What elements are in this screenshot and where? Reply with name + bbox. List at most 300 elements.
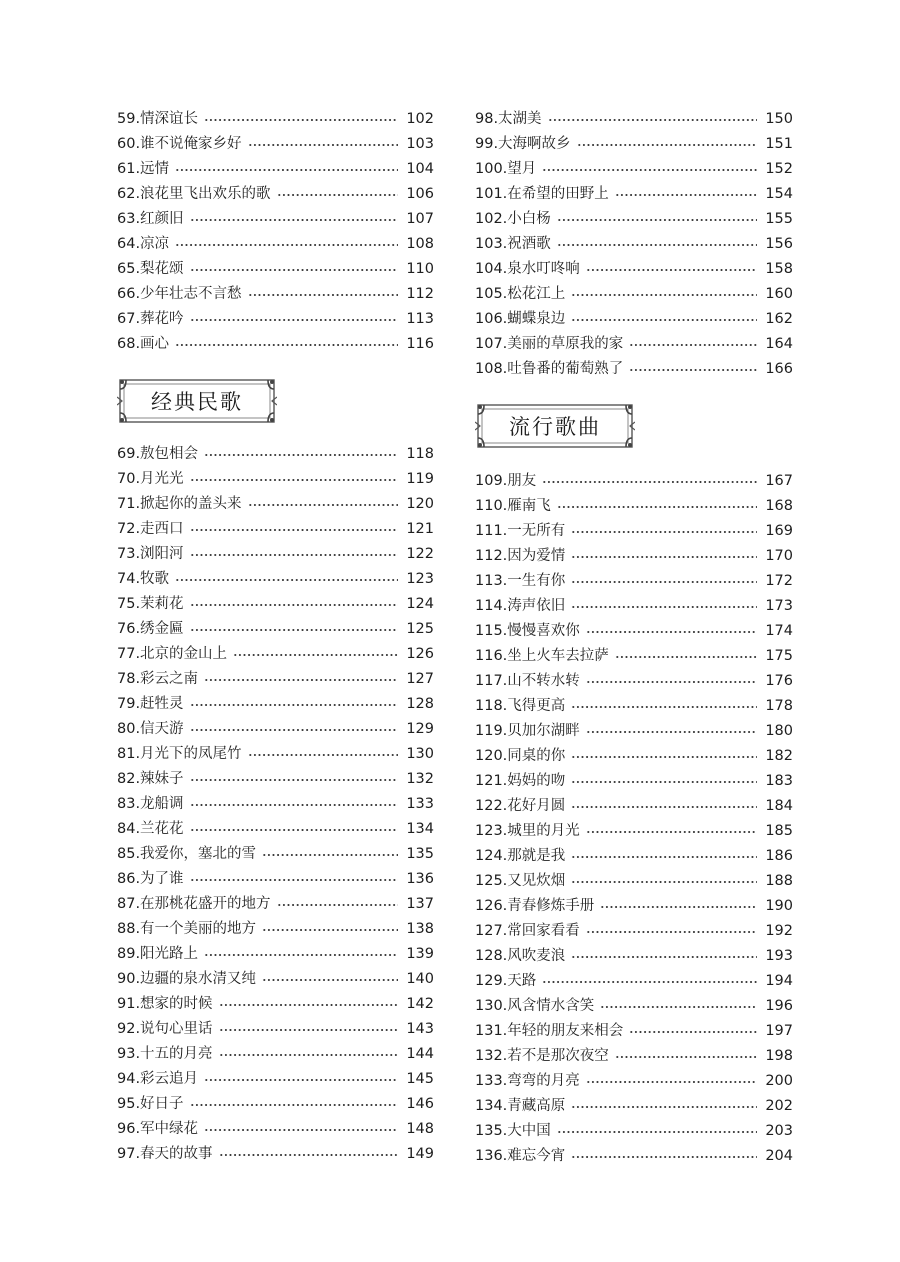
toc-leader-dots bbox=[557, 219, 758, 221]
toc-entry-page: 119 bbox=[406, 471, 434, 487]
toc-entry bbox=[475, 520, 793, 542]
toc-entry bbox=[117, 1143, 434, 1165]
toc-entry bbox=[475, 920, 793, 942]
toc-leader-dots bbox=[571, 956, 757, 958]
toc-entry-page: 121 bbox=[406, 521, 434, 537]
toc-entry bbox=[475, 1095, 793, 1117]
toc-entry-page: 112 bbox=[406, 286, 434, 302]
toc-entry-title: 93.十五的月亮 bbox=[117, 1046, 213, 1062]
toc-entry-page: 194 bbox=[765, 973, 793, 989]
toc-leader-dots bbox=[277, 904, 399, 906]
toc-leader-dots bbox=[615, 194, 758, 196]
toc-entry-page: 202 bbox=[765, 1098, 793, 1114]
toc-entry-title: 127.常回家看看 bbox=[475, 923, 580, 939]
toc-entry-title: 64.凉凉 bbox=[117, 236, 170, 252]
toc-leader-dots bbox=[219, 1004, 399, 1006]
toc-leader-dots bbox=[175, 244, 398, 246]
toc-leader-dots bbox=[571, 856, 757, 858]
toc-entry-title: 94.彩云追月 bbox=[117, 1071, 199, 1087]
toc-entry-page: 140 bbox=[406, 971, 434, 987]
toc-entry bbox=[475, 133, 793, 155]
toc-entry-title: 76.绣金匾 bbox=[117, 621, 184, 637]
toc-leader-dots bbox=[190, 804, 399, 806]
toc-entry bbox=[117, 693, 434, 715]
toc-entry-page: 148 bbox=[406, 1121, 434, 1137]
toc-entry-page: 164 bbox=[765, 336, 793, 352]
toc-leader-dots bbox=[571, 706, 757, 708]
toc-leader-dots bbox=[571, 806, 757, 808]
toc-leader-dots bbox=[571, 319, 757, 321]
toc-entry-title: 65.梨花颂 bbox=[117, 261, 184, 277]
toc-entry-title: 111.一无所有 bbox=[475, 523, 566, 539]
toc-entry bbox=[117, 993, 434, 1015]
toc-entry-title: 135.大中国 bbox=[475, 1123, 551, 1139]
toc-leader-dots bbox=[586, 831, 758, 833]
toc-leader-dots bbox=[577, 144, 758, 146]
toc-entry-page: 130 bbox=[406, 746, 434, 762]
toc-leader-dots bbox=[248, 294, 399, 296]
toc-entry-title: 71.掀起你的盖头来 bbox=[117, 496, 242, 512]
toc-entry-page: 122 bbox=[406, 546, 434, 562]
toc-entry-page: 169 bbox=[765, 523, 793, 539]
toc-entry bbox=[117, 943, 434, 965]
toc-entry bbox=[475, 945, 793, 967]
toc-leader-dots bbox=[262, 854, 398, 856]
toc-entry-page: 132 bbox=[406, 771, 434, 787]
toc-entry bbox=[117, 618, 434, 640]
toc-entry-title: 105.松花江上 bbox=[475, 286, 566, 302]
toc-entry-page: 129 bbox=[406, 721, 434, 737]
toc-entry bbox=[475, 208, 793, 230]
toc-entry-title: 125.又见炊烟 bbox=[475, 873, 566, 889]
toc-entry-page: 174 bbox=[765, 623, 793, 639]
toc-leader-dots bbox=[190, 269, 399, 271]
toc-entry-page: 108 bbox=[406, 236, 434, 252]
toc-entry-title: 88.有一个美丽的地方 bbox=[117, 921, 257, 937]
toc-entry bbox=[117, 643, 434, 665]
toc-entry bbox=[117, 543, 434, 565]
toc-entry-page: 118 bbox=[406, 446, 434, 462]
toc-entry-title: 79.赶牲灵 bbox=[117, 696, 184, 712]
toc-entry-title: 78.彩云之南 bbox=[117, 671, 199, 687]
toc-entry bbox=[117, 468, 434, 490]
toc-entry-page: 125 bbox=[406, 621, 434, 637]
toc-entry-title: 72.走西口 bbox=[117, 521, 184, 537]
toc-entry-title: 97.春天的故事 bbox=[117, 1146, 213, 1162]
toc-entry-page: 193 bbox=[765, 948, 793, 964]
toc-leader-dots bbox=[190, 554, 399, 556]
toc-entry-title: 69.敖包相会 bbox=[117, 446, 199, 462]
toc-entry-page: 170 bbox=[765, 548, 793, 564]
toc-entry-page: 126 bbox=[406, 646, 434, 662]
toc-entry-title: 87.在那桃花盛开的地方 bbox=[117, 896, 271, 912]
toc-entry-title: 115.慢慢喜欢你 bbox=[475, 623, 580, 639]
toc-entry-title: 136.难忘今宵 bbox=[475, 1148, 566, 1164]
toc-entry bbox=[475, 183, 793, 205]
toc-leader-dots bbox=[204, 119, 398, 121]
toc-entry bbox=[475, 720, 793, 742]
toc-entry-title: 81.月光下的凤尾竹 bbox=[117, 746, 242, 762]
toc-entry bbox=[475, 308, 793, 330]
toc-entry-title: 82.辣妹子 bbox=[117, 771, 184, 787]
toc-entry-page: 143 bbox=[406, 1021, 434, 1037]
toc-leader-dots bbox=[233, 654, 398, 656]
toc-entry bbox=[117, 893, 434, 915]
toc-entry bbox=[475, 820, 793, 842]
toc-entry-title: 104.泉水叮咚响 bbox=[475, 261, 580, 277]
toc-entry-page: 168 bbox=[765, 498, 793, 514]
toc-leader-dots bbox=[600, 906, 757, 908]
toc-leader-dots bbox=[175, 169, 398, 171]
toc-leader-dots bbox=[175, 579, 398, 581]
toc-entry-page: 103 bbox=[406, 136, 434, 152]
toc-entry bbox=[475, 620, 793, 642]
toc-entry-page: 142 bbox=[406, 996, 434, 1012]
toc-entry-title: 119.贝加尔湖畔 bbox=[475, 723, 580, 739]
toc-entry bbox=[475, 795, 793, 817]
toc-entry bbox=[117, 133, 434, 155]
toc-leader-dots bbox=[629, 369, 757, 371]
toc-entry-page: 110 bbox=[406, 261, 434, 277]
toc-entry-page: 180 bbox=[765, 723, 793, 739]
toc-leader-dots bbox=[629, 344, 757, 346]
toc-entry-title: 121.妈妈的吻 bbox=[475, 773, 566, 789]
toc-entry-page: 149 bbox=[406, 1146, 434, 1162]
toc-entry bbox=[475, 745, 793, 767]
toc-entry-title: 109.朋友 bbox=[475, 473, 537, 489]
toc-leader-dots bbox=[248, 754, 399, 756]
toc-leader-dots bbox=[571, 881, 757, 883]
toc-entry-title: 60.谁不说俺家乡好 bbox=[117, 136, 242, 152]
section-title: 经典民歌 bbox=[151, 390, 243, 414]
toc-entry bbox=[475, 258, 793, 280]
toc-entry-title: 110.雁南飞 bbox=[475, 498, 551, 514]
toc-entry-page: 186 bbox=[765, 848, 793, 864]
toc-entry-title: 114.涛声依旧 bbox=[475, 598, 566, 614]
toc-entry-page: 203 bbox=[765, 1123, 793, 1139]
toc-entry bbox=[475, 870, 793, 892]
toc-entry-page: 182 bbox=[765, 748, 793, 764]
toc-leader-dots bbox=[204, 679, 398, 681]
toc-entry-page: 135 bbox=[406, 846, 434, 862]
toc-entry-title: 123.城里的月光 bbox=[475, 823, 580, 839]
toc-entry-title: 129.天路 bbox=[475, 973, 537, 989]
toc-entry-page: 137 bbox=[406, 896, 434, 912]
toc-entry-title: 112.因为爱情 bbox=[475, 548, 566, 564]
toc-entry-title: 98.太湖美 bbox=[475, 111, 542, 127]
toc-entry-title: 83.龙船调 bbox=[117, 796, 184, 812]
toc-entry-title: 108.吐鲁番的葡萄熟了 bbox=[475, 361, 624, 377]
toc-leader-dots bbox=[204, 454, 398, 456]
toc-entry-title: 122.花好月圆 bbox=[475, 798, 566, 814]
toc-entry bbox=[117, 108, 434, 130]
toc-entry-page: 134 bbox=[406, 821, 434, 837]
toc-leader-dots bbox=[175, 344, 398, 346]
toc-entry bbox=[475, 358, 793, 380]
toc-entry bbox=[475, 108, 793, 130]
toc-entry-page: 197 bbox=[765, 1023, 793, 1039]
toc-leader-dots bbox=[262, 979, 398, 981]
toc-entry-title: 134.青藏高原 bbox=[475, 1098, 566, 1114]
toc-leader-dots bbox=[571, 531, 757, 533]
toc-entry-page: 151 bbox=[765, 136, 793, 152]
toc-leader-dots bbox=[615, 1056, 758, 1058]
toc-entry-page: 176 bbox=[765, 673, 793, 689]
toc-leader-dots bbox=[586, 1081, 758, 1083]
toc-entry bbox=[475, 1120, 793, 1142]
toc-leader-dots bbox=[248, 504, 399, 506]
toc-leader-dots bbox=[557, 506, 758, 508]
toc-entry bbox=[475, 595, 793, 617]
toc-entry-title: 118.飞得更高 bbox=[475, 698, 566, 714]
toc-leader-dots bbox=[586, 269, 758, 271]
toc-entry bbox=[117, 208, 434, 230]
toc-entry bbox=[475, 283, 793, 305]
toc-entry bbox=[117, 843, 434, 865]
toc-entry-title: 124.那就是我 bbox=[475, 848, 566, 864]
toc-entry-title: 103.祝酒歌 bbox=[475, 236, 551, 252]
toc-entry-title: 80.信天游 bbox=[117, 721, 184, 737]
toc-entry bbox=[117, 258, 434, 280]
toc-entry-title: 99.大海啊故乡 bbox=[475, 136, 571, 152]
toc-leader-dots bbox=[586, 931, 758, 933]
toc-entry bbox=[117, 233, 434, 255]
toc-leader-dots bbox=[219, 1154, 399, 1156]
toc-leader-dots bbox=[204, 1129, 398, 1131]
toc-entry bbox=[117, 1118, 434, 1140]
toc-leader-dots bbox=[586, 631, 758, 633]
toc-entry bbox=[117, 868, 434, 890]
toc-entry-page: 196 bbox=[765, 998, 793, 1014]
toc-entry bbox=[117, 308, 434, 330]
toc-entry bbox=[117, 443, 434, 465]
toc-entry-page: 120 bbox=[406, 496, 434, 512]
toc-entry-title: 117.山不转水转 bbox=[475, 673, 580, 689]
toc-entry-title: 96.军中绿花 bbox=[117, 1121, 199, 1137]
toc-entry-page: 102 bbox=[406, 111, 434, 127]
toc-leader-dots bbox=[190, 629, 399, 631]
toc-leader-dots bbox=[190, 604, 399, 606]
toc-leader-dots bbox=[542, 481, 757, 483]
toc-entry-title: 128.风吹麦浪 bbox=[475, 948, 566, 964]
toc-entry-page: 113 bbox=[406, 311, 434, 327]
toc-entry-title: 74.牧歌 bbox=[117, 571, 170, 587]
toc-entry bbox=[475, 570, 793, 592]
toc-leader-dots bbox=[190, 529, 399, 531]
toc-entry-title: 84.兰花花 bbox=[117, 821, 184, 837]
toc-entry bbox=[117, 158, 434, 180]
toc-entry-page: 188 bbox=[765, 873, 793, 889]
toc-entry bbox=[475, 495, 793, 517]
toc-leader-dots bbox=[542, 981, 757, 983]
toc-leader-dots bbox=[204, 1079, 398, 1081]
toc-entry-page: 198 bbox=[765, 1048, 793, 1064]
toc-entry-title: 131.年轻的朋友来相会 bbox=[475, 1023, 624, 1039]
toc-entry-title: 68.画心 bbox=[117, 336, 170, 352]
toc-entry bbox=[475, 695, 793, 717]
toc-leader-dots bbox=[571, 1106, 757, 1108]
toc-entry-title: 133.弯弯的月亮 bbox=[475, 1073, 580, 1089]
toc-entry bbox=[475, 670, 793, 692]
toc-entry-title: 102.小白杨 bbox=[475, 211, 551, 227]
toc-entry bbox=[117, 493, 434, 515]
toc-leader-dots bbox=[190, 479, 399, 481]
toc-entry-page: 183 bbox=[765, 773, 793, 789]
toc-entry-title: 90.边疆的泉水清又纯 bbox=[117, 971, 257, 987]
toc-entry-title: 101.在希望的田野上 bbox=[475, 186, 609, 202]
toc-leader-dots bbox=[548, 119, 758, 121]
toc-entry-page: 156 bbox=[765, 236, 793, 252]
toc-leader-dots bbox=[248, 144, 399, 146]
toc-entry-page: 162 bbox=[765, 311, 793, 327]
toc-entry bbox=[475, 1045, 793, 1067]
toc-entry-page: 155 bbox=[765, 211, 793, 227]
toc-entry-page: 145 bbox=[406, 1071, 434, 1087]
toc-leader-dots bbox=[219, 1054, 399, 1056]
toc-entry bbox=[117, 333, 434, 355]
toc-entry bbox=[117, 283, 434, 305]
toc-entry-page: 154 bbox=[765, 186, 793, 202]
toc-entry-page: 184 bbox=[765, 798, 793, 814]
toc-entry-page: 127 bbox=[406, 671, 434, 687]
toc-leader-dots bbox=[277, 194, 399, 196]
toc-leader-dots bbox=[190, 219, 399, 221]
toc-entry-page: 158 bbox=[765, 261, 793, 277]
toc-leader-dots bbox=[557, 1131, 758, 1133]
toc-entry bbox=[117, 1068, 434, 1090]
toc-entry bbox=[117, 183, 434, 205]
toc-entry-page: 107 bbox=[406, 211, 434, 227]
toc-entry bbox=[475, 1145, 793, 1167]
toc-entry-title: 70.月光光 bbox=[117, 471, 184, 487]
toc-leader-dots bbox=[204, 954, 398, 956]
toc-entry-title: 75.茉莉花 bbox=[117, 596, 184, 612]
toc-entry-page: 150 bbox=[765, 111, 793, 127]
toc-entry bbox=[475, 770, 793, 792]
toc-entry bbox=[117, 1093, 434, 1115]
toc-entry-title: 113.一生有你 bbox=[475, 573, 566, 589]
toc-entry bbox=[475, 895, 793, 917]
toc-leader-dots bbox=[190, 879, 399, 881]
toc-entry-title: 106.蝴蝶泉边 bbox=[475, 311, 566, 327]
toc-entry-page: 139 bbox=[406, 946, 434, 962]
toc-entry-page: 173 bbox=[765, 598, 793, 614]
toc-entry-page: 167 bbox=[765, 473, 793, 489]
toc-entry-title: 92.说句心里话 bbox=[117, 1021, 213, 1037]
toc-entry bbox=[475, 845, 793, 867]
toc-leader-dots bbox=[571, 581, 757, 583]
toc-entry-page: 146 bbox=[406, 1096, 434, 1112]
toc-leader-dots bbox=[190, 829, 399, 831]
toc-leader-dots bbox=[190, 319, 399, 321]
toc-entry-title: 61.远情 bbox=[117, 161, 170, 177]
toc-entry-title: 62.浪花里飞出欢乐的歌 bbox=[117, 186, 271, 202]
toc-entry bbox=[475, 1070, 793, 1092]
toc-entry-page: 172 bbox=[765, 573, 793, 589]
toc-entry bbox=[475, 233, 793, 255]
toc-entry-title: 59.情深谊长 bbox=[117, 111, 199, 127]
toc-entry-page: 175 bbox=[765, 648, 793, 664]
toc-leader-dots bbox=[557, 244, 758, 246]
toc-leader-dots bbox=[600, 1006, 757, 1008]
toc-leader-dots bbox=[571, 294, 757, 296]
toc-entry-title: 67.葬花吟 bbox=[117, 311, 184, 327]
toc-entry-page: 106 bbox=[406, 186, 434, 202]
toc-entry bbox=[475, 333, 793, 355]
toc-leader-dots bbox=[629, 1031, 757, 1033]
toc-entry bbox=[475, 158, 793, 180]
toc-entry-page: 160 bbox=[765, 286, 793, 302]
toc-leader-dots bbox=[571, 556, 757, 558]
toc-entry-title: 63.红颜旧 bbox=[117, 211, 184, 227]
toc-entry-page: 104 bbox=[406, 161, 434, 177]
toc-entry bbox=[475, 645, 793, 667]
section-heading-pop bbox=[475, 402, 635, 450]
section-title: 流行歌曲 bbox=[509, 415, 601, 439]
toc-entry-title: 132.若不是那次夜空 bbox=[475, 1048, 609, 1064]
toc-leader-dots bbox=[586, 731, 758, 733]
toc-entry-page: 166 bbox=[765, 361, 793, 377]
toc-entry-page: 133 bbox=[406, 796, 434, 812]
toc-leader-dots bbox=[190, 1104, 399, 1106]
toc-entry-title: 126.青春修炼手册 bbox=[475, 898, 595, 914]
toc-entry bbox=[475, 995, 793, 1017]
toc-entry-title: 130.风含情水含笑 bbox=[475, 998, 595, 1014]
toc-entry-title: 107.美丽的草原我的家 bbox=[475, 336, 624, 352]
toc-leader-dots bbox=[615, 656, 758, 658]
toc-leader-dots bbox=[190, 704, 399, 706]
toc-leader-dots bbox=[586, 681, 758, 683]
toc-entry-page: 192 bbox=[765, 923, 793, 939]
toc-entry bbox=[117, 1043, 434, 1065]
toc-entry-title: 85.我爱你，塞北的雪 bbox=[117, 846, 257, 862]
toc-entry bbox=[117, 968, 434, 990]
toc-entry-title: 73.浏阳河 bbox=[117, 546, 184, 562]
toc-entry-page: 116 bbox=[406, 336, 434, 352]
toc-leader-dots bbox=[571, 756, 757, 758]
toc-entry bbox=[475, 470, 793, 492]
toc-entry-title: 95.好日子 bbox=[117, 1096, 184, 1112]
toc-entry-title: 89.阳光路上 bbox=[117, 946, 199, 962]
toc-leader-dots bbox=[262, 929, 398, 931]
toc-entry-title: 100.望月 bbox=[475, 161, 537, 177]
toc-entry-title: 86.为了谁 bbox=[117, 871, 184, 887]
toc-leader-dots bbox=[571, 606, 757, 608]
toc-entry-page: 144 bbox=[406, 1046, 434, 1062]
toc-entry-page: 138 bbox=[406, 921, 434, 937]
toc-leader-dots bbox=[571, 1156, 757, 1158]
toc-entry bbox=[475, 1020, 793, 1042]
toc-leader-dots bbox=[190, 779, 399, 781]
toc-leader-dots bbox=[571, 781, 757, 783]
toc-entry bbox=[475, 545, 793, 567]
toc-entry bbox=[117, 768, 434, 790]
toc-entry bbox=[117, 793, 434, 815]
toc-entry-page: 200 bbox=[765, 1073, 793, 1089]
toc-entry bbox=[117, 568, 434, 590]
toc-entry-page: 204 bbox=[765, 1148, 793, 1164]
toc-entry bbox=[117, 818, 434, 840]
toc-entry-title: 116.坐上火车去拉萨 bbox=[475, 648, 609, 664]
toc-entry-page: 124 bbox=[406, 596, 434, 612]
section-heading-folk bbox=[117, 377, 277, 425]
toc-entry-page: 128 bbox=[406, 696, 434, 712]
toc-entry-title: 66.少年壮志不言愁 bbox=[117, 286, 242, 302]
toc-entry-title: 91.想家的时候 bbox=[117, 996, 213, 1012]
toc-entry-title: 120.同桌的你 bbox=[475, 748, 566, 764]
toc-entry bbox=[117, 743, 434, 765]
toc-leader-dots bbox=[219, 1029, 399, 1031]
